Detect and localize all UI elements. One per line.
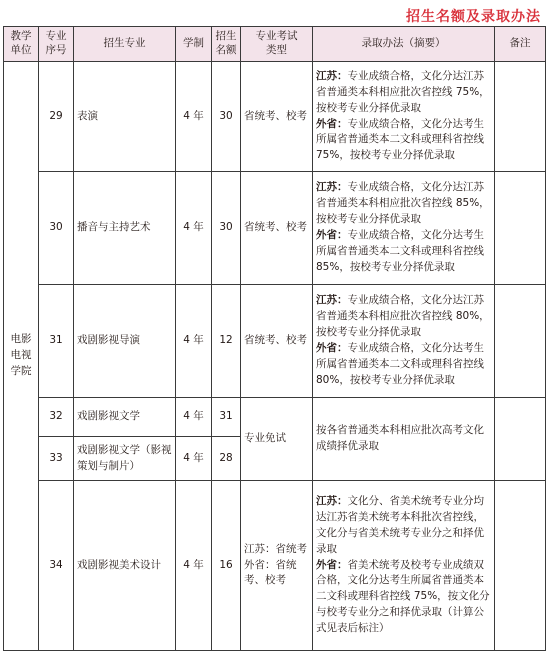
table-row bbox=[4, 481, 546, 651]
remark-cell bbox=[495, 285, 546, 398]
years-cell: 4 年 bbox=[176, 285, 212, 398]
table-header-row bbox=[4, 27, 546, 62]
label-sep: ： bbox=[337, 494, 348, 507]
header-remark: 备注 bbox=[495, 27, 546, 62]
remark-cell bbox=[495, 172, 546, 285]
seq-cell: 31 bbox=[39, 285, 74, 398]
method-cell bbox=[313, 285, 495, 398]
table-row bbox=[4, 172, 546, 285]
quota-cell: 28 bbox=[212, 437, 241, 481]
header-years: 学制 bbox=[176, 27, 212, 62]
label-sep: ： bbox=[337, 69, 348, 82]
jiangsu-rule: 专业成绩合格，文化分达江苏省普通类本科相应批次省控线 85%，按校考专业分择优录取 bbox=[316, 181, 490, 226]
jiangsu-label: 江苏 bbox=[316, 181, 337, 194]
jiangsu-rule: 专业成绩合格，文化分达江苏省普通类本科相应批次省控线 75%，按校考专业分择优录取 bbox=[316, 69, 490, 114]
major-cell: 表演 bbox=[74, 62, 176, 172]
quota-cell: 12 bbox=[212, 285, 241, 398]
years-cell: 4 年 bbox=[176, 437, 212, 481]
remark-cell bbox=[495, 62, 546, 172]
label-sep: ： bbox=[337, 181, 348, 194]
years-cell: 4 年 bbox=[176, 172, 212, 285]
exam-type-cell: 省统考、校考 bbox=[241, 172, 313, 285]
label-sep: ： bbox=[337, 117, 348, 130]
header-quota: 招生 名额 bbox=[212, 27, 241, 62]
exam-type-cell: 省统考、校考 bbox=[241, 285, 313, 398]
other-province-rule: 省美术统考及校考专业成绩双合格，文化分达考生所属省普通类本二文科或理科省控线 75%，按文化分与校考专业分之和择优录取（计算公式见表后标注） bbox=[316, 558, 490, 635]
label-sep: ： bbox=[337, 558, 348, 571]
header-exam-type: 专业考试 类型 bbox=[241, 27, 313, 62]
method-cell bbox=[313, 62, 495, 172]
other-province-label: 外省 bbox=[316, 117, 337, 130]
other-province-rule: 专业成绩合格，文化分达考生所属省普通类本二文科或理科省控线 85%，按校考专业分择优录取 bbox=[316, 229, 484, 273]
major-cell: 播音与主持艺术 bbox=[74, 172, 176, 285]
years-cell: 4 年 bbox=[176, 62, 212, 172]
header-method: 录取办法（摘要） bbox=[313, 27, 495, 62]
quota-cell: 30 bbox=[212, 172, 241, 285]
major-cell: 戏剧影视文学（影视策划与制片） bbox=[74, 437, 176, 481]
seq-cell: 34 bbox=[39, 481, 74, 651]
seq-cell: 33 bbox=[39, 437, 74, 481]
years-cell: 4 年 bbox=[176, 481, 212, 651]
header-seq: 专业 序号 bbox=[39, 27, 74, 62]
header-unit: 教学 单位 bbox=[4, 27, 39, 62]
seq-cell: 29 bbox=[39, 62, 74, 172]
jiangsu-label: 江苏 bbox=[316, 294, 337, 307]
table-row bbox=[4, 62, 546, 172]
method-merged-cell: 按各省普通类本科相应批次高考文化成绩择优录取 bbox=[313, 398, 495, 481]
quota-cell: 16 bbox=[212, 481, 241, 651]
table-row bbox=[4, 285, 546, 398]
table-row bbox=[4, 398, 546, 437]
jiangsu-label: 江苏 bbox=[316, 494, 337, 507]
other-province-rule: 专业成绩合格，文化分达考生所属省普通类本二文科或理科省控线 80%，按校考专业分择优录取 bbox=[316, 342, 484, 386]
jiangsu-rule: 文化分、省美术统考专业分均达江苏省美术统考本科批次省控线，文化分与省美术统考专业分之和择优录取 bbox=[316, 494, 484, 555]
major-cell: 戏剧影视文学 bbox=[74, 398, 176, 437]
page-title: 招生名额及录取办法 bbox=[406, 9, 541, 25]
label-sep: ： bbox=[337, 294, 348, 307]
other-province-label: 外省 bbox=[316, 558, 337, 571]
remark-cell bbox=[495, 481, 546, 651]
seq-cell: 30 bbox=[39, 172, 74, 285]
jiangsu-rule: 专业成绩合格，文化分达江苏省普通类本科相应批次省控线 80%，按校考专业分择优录取 bbox=[316, 294, 490, 339]
years-cell: 4 年 bbox=[176, 398, 212, 437]
quota-cell: 31 bbox=[212, 398, 241, 437]
major-cell: 戏剧影视美术设计 bbox=[74, 481, 176, 651]
label-sep: ： bbox=[337, 229, 348, 241]
other-province-rule: 专业成绩合格，文化分达考生所属省普通类本二文科或理科省控线 75%，按校考专业分择优录取 bbox=[316, 117, 484, 162]
quota-cell: 30 bbox=[212, 62, 241, 172]
seq-cell: 32 bbox=[39, 398, 74, 437]
jiangsu-label: 江苏 bbox=[316, 69, 337, 82]
remark-cell bbox=[495, 398, 546, 481]
exam-type-cell: 江苏：省统考 外省：省统考、校考 bbox=[241, 481, 313, 651]
admission-table bbox=[3, 26, 546, 651]
other-province-label: 外省 bbox=[316, 229, 337, 241]
header-major: 招生专业 bbox=[74, 27, 176, 62]
method-cell bbox=[313, 172, 495, 285]
exam-type-cell: 省统考、校考 bbox=[241, 62, 313, 172]
major-cell: 戏剧影视导演 bbox=[74, 285, 176, 398]
label-sep: ： bbox=[337, 342, 348, 354]
method-cell bbox=[313, 481, 495, 651]
unit-cell: 电影 电视 学院 bbox=[4, 62, 39, 651]
other-province-label: 外省 bbox=[316, 342, 337, 354]
exam-type-merged-cell: 专业免试 bbox=[241, 398, 313, 481]
